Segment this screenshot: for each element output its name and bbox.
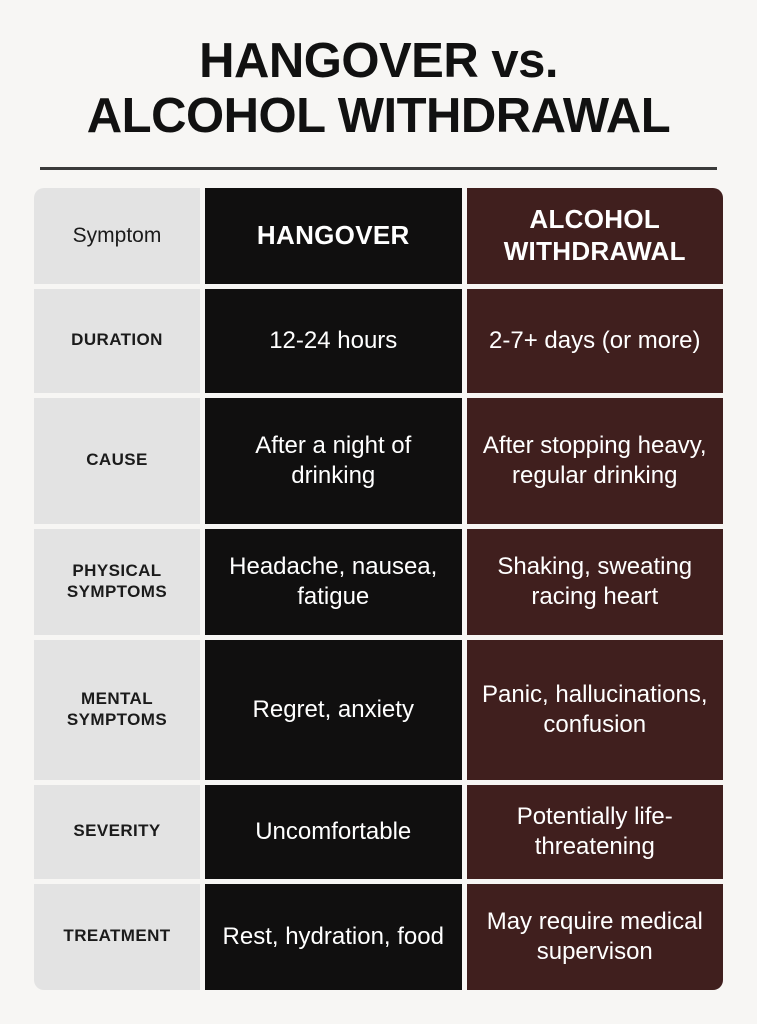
title-line-1: HANGOVER vs.	[199, 34, 558, 88]
table-row	[34, 785, 723, 879]
table-header-row	[34, 188, 723, 284]
title-divider	[40, 167, 717, 170]
row-value-hangover: 12-24 hours	[205, 289, 462, 393]
row-label: MENTAL SYMPTOMS	[34, 640, 200, 780]
table-row	[34, 640, 723, 780]
row-value-withdrawal: Panic, hallucinations, confusion	[467, 640, 724, 780]
page-title	[34, 34, 723, 145]
table-row	[34, 529, 723, 635]
row-value-withdrawal: After stopping heavy, regular drinking	[467, 398, 724, 524]
table-row	[34, 289, 723, 393]
table-row	[34, 884, 723, 990]
row-value-hangover: Uncomfortable	[205, 785, 462, 879]
row-label: SEVERITY	[34, 785, 200, 879]
row-value-hangover: Regret, anxiety	[205, 640, 462, 780]
row-value-withdrawal: Shaking, sweating racing heart	[467, 529, 724, 635]
header-cell-hangover: HANGOVER	[205, 188, 462, 284]
comparison-table	[34, 188, 723, 1010]
title-line-2: ALCOHOL WITHDRAWAL	[86, 89, 671, 144]
row-value-hangover: Rest, hydration, food	[205, 884, 462, 990]
row-label: PHYSICAL SYMPTOMS	[34, 529, 200, 635]
row-value-withdrawal: 2-7+ days (or more)	[467, 289, 724, 393]
table-row	[34, 398, 723, 524]
row-label: CAUSE	[34, 398, 200, 524]
header-cell-symptom: Symptom	[34, 188, 200, 284]
row-value-hangover: Headache, nausea, fatigue	[205, 529, 462, 635]
row-label: TREATMENT	[34, 884, 200, 990]
row-value-hangover: After a night of drinking	[205, 398, 462, 524]
row-label: DURATION	[34, 289, 200, 393]
header-cell-withdrawal: ALCOHOL WITHDRAWAL	[467, 188, 724, 284]
row-value-withdrawal: May require medical supervison	[467, 884, 724, 990]
row-value-withdrawal: Potentially life-threatening	[467, 785, 724, 879]
